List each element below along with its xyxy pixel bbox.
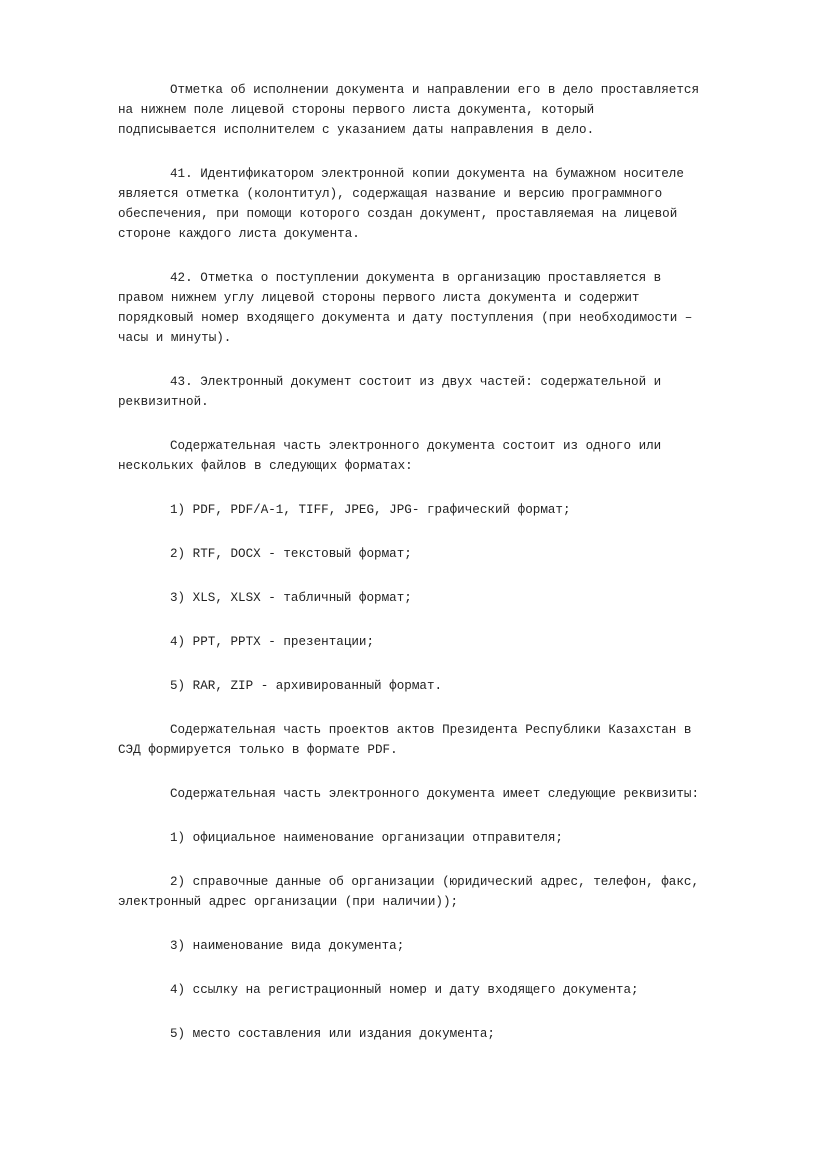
list-item-format-5: 5) RAR, ZIP - архивированный формат. xyxy=(170,679,443,693)
list-item-requisite-1: 1) официальное наименование организации отправителя; xyxy=(170,831,563,845)
paragraph-president-acts: Содержательная часть проектов актов Президента Республики Казахстан в СЭД формируется только в формате PDF. xyxy=(118,723,692,757)
paragraph-requisites-intro: Содержательная часть электронного документа имеет следующие реквизиты: xyxy=(170,787,700,801)
paragraph-content-formats: Содержательная часть электронного документа состоит из одного или нескольких файлов в следующих форматах: xyxy=(118,439,662,473)
paragraph-41: 41. Идентификатором электронной копии документа на бумажном носителе является отметка (колонтитул), содержащая название и версию программного обеспечения, при помощи которого создан документ, проставляемая на лицевой стороне каждого листа документа. xyxy=(118,167,684,241)
paragraph-42: 42. Отметка о поступлении документа в организацию проставляется в правом нижнем углу лицевой стороны первого листа документа и содержит порядковый номер входящего документа и дату поступления (при необходимости – часы и минуты). xyxy=(118,271,693,345)
list-item-format-4: 4) PPT, PPTX - презентации; xyxy=(170,635,375,649)
list-item-format-1: 1) PDF, PDF/A-1, TIFF, JPEG, JPG- графический формат; xyxy=(170,503,571,517)
list-item-requisite-2: 2) справочные данные об организации (юридический адрес, телефон, факс, электронный адрес организации (при наличии)); xyxy=(118,875,700,909)
list-item-requisite-3: 3) наименование вида документа; xyxy=(170,939,405,953)
paragraph-43: 43. Электронный документ состоит из двух частей: содержательной и реквизитной. xyxy=(118,375,662,409)
paragraph-marking-execution: Отметка об исполнении документа и направлении его в дело проставляется на нижнем поле лицевой стороны первого листа документа, который подписывается исполнителем с указанием даты направления в дело. xyxy=(118,83,700,137)
list-item-format-2: 2) RTF, DOCX - текстовый формат; xyxy=(170,547,412,561)
list-item-requisite-4: 4) ссылку на регистрационный номер и дату входящего документа; xyxy=(170,983,639,997)
document-page xyxy=(118,80,768,1068)
list-item-format-3: 3) XLS, XLSX - табличный формат; xyxy=(170,591,412,605)
list-item-requisite-5: 5) место составления или издания документа; xyxy=(170,1027,495,1041)
